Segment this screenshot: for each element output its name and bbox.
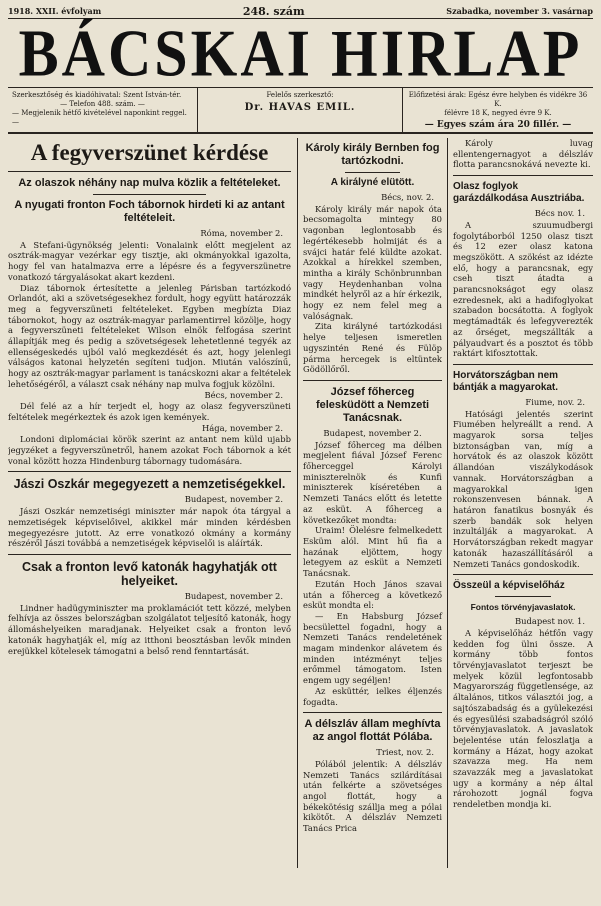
divider: [8, 171, 291, 172]
article-headline: Horvátországban nem bántják a magyarokat.: [453, 369, 559, 393]
subheadline: A királyné elütött.: [330, 177, 415, 188]
subheadline: A nyugati fronton Foch tábornok hirdeti ki az antant feltételeit.: [14, 199, 285, 224]
dateline: Budapest, november 2.: [184, 494, 283, 505]
subscription-rates: Előfizetési árak: Egész évre helyben és vidékre 36 K.: [408, 91, 588, 108]
volume-label: 1918. XXII. évfolyam: [8, 6, 102, 16]
article-paragraph: Uraim! Ölelésre felmelkedett Esküm alól. Mint hű fia a hazának eljöttem, hogy letegyem az esküt a Nemzeti Tanácsnak.: [303, 525, 442, 579]
article-paragraph: Diaz tábornok értesítette a jelenleg Párisban tartózkodó Orlandót, aki a szövetségesekhez fordult, hogy együtt határozzák meg a fegyverszüneti feltételeket. Egyben megbízta Diaz tábornokot, hogy az osztrák-magyar parlamentirrel közölje, hogy a fegyverszüneti feltételeket Wilson elnök felfogása szerint állapítják meg és pedig a szövetségesek lehetetlenné tegyék az ellenségeskedés ujból való megkezdését és azt, hogy jelenlegi válságos katonai helyzetén segíteni tudjon. Miután valószínű, hogy az osztrák-magyar parlament is tanácskozni akar a feltételek lehetőségéről, a választ csak néhány nap mulva fogjuk közölni.: [8, 282, 291, 389]
divider: [453, 175, 593, 176]
article-headline: Károly király Bernben fog tartózkodni.: [305, 142, 440, 167]
divider: [303, 380, 442, 381]
article-paragraph: Károly luvag ellentengernagyot a délszláv flotta parancsnokává nevezte ki.: [453, 138, 593, 170]
dateline: Bécs, nov. 2.: [381, 192, 434, 202]
article-paragraph: Zita királyné tartózkodási helye teljesen ismeretlen ugyszintén René és Fülöp párma hercegek is eltüntek Gödöllőről.: [303, 321, 442, 375]
column-1: [8, 138, 298, 868]
dateline: Bécs, november 2.: [204, 389, 283, 400]
dateline: Budapest, november 2.: [323, 427, 422, 438]
article-headline: Olasz foglyok garázdálkodása Ausztriába.: [453, 181, 585, 205]
subheadline: Fontos törvényjavaslatok.: [470, 602, 576, 613]
article-paragraph: Az esküttér, ielkes éljenzés fogadta.: [303, 685, 442, 707]
dateline: Hága, november 2.: [201, 422, 283, 433]
article-paragraph: Ezután Hoch János szavai után a főherceg a következő esküt mondta el:: [303, 578, 442, 611]
divider: [345, 172, 401, 173]
article-headline: Összeül a képviselőház: [453, 580, 565, 592]
article-paragraph: Londoni diplomáciai körök szerint az antant nem küld ujabb jegyzéket a fegyverszünetről, hanem azokat Foch tábornok a két vonal között hozza Hindenburg tábornagy tudomására.: [8, 434, 291, 466]
divider: [8, 554, 291, 555]
publication-schedule: — Megjelenik hétfő kivételével naponkint reggel. —: [12, 109, 187, 126]
divider: [453, 574, 593, 575]
main-headline: A fegyverszünet kérdése: [30, 140, 269, 165]
office-address: Szerkesztőség és kiadóhivatal: Szent István-tér.: [12, 91, 182, 99]
issue-number: 248. szám: [242, 4, 305, 18]
office-phone: — Telefon 488. szám. —: [60, 100, 145, 108]
divider: [93, 194, 206, 195]
article-paragraph: — En Habsburg József becsülettel fogadni, hogy a Nemzeti Tanács rendeletének magam mindenkor alávetem és minden intézményt teljes erőmmel támogatom. Isten engem ugy segéljen!: [303, 610, 442, 686]
office-info: [8, 88, 198, 132]
article-paragraph: A szuumudbergi fogolytáborból 1250 olasz tiszt és 12 ezer olasz katona megszökött. A szökést az idézte elő, hogy a parancsnak, egy cseh tiszt átadta a parancsnokságot egy olasz ezredesnek, aki a hadifoglyokat szabadon bocsátotta. A foglyok megtámadták és lefegyverezték az őrséget, megszállták a pályaudvart és a posztot és több raktárt kifosztottak.: [453, 219, 593, 359]
dateline: Fiume, nov. 2.: [525, 396, 585, 407]
subheadline: Az olaszok néhány nap mulva közlik a feltételeket.: [18, 177, 281, 189]
column-2: [298, 138, 448, 868]
article-paragraph: Lindner hadügyminiszter ma proklamációt tett közzé, melyben felhívja az összes belországban szolgálatot teljesítő katonák, hogy állomáshelyeiken maradjanak. Helyeiket csak a fronton levő katonák hagyhatják el, míg az itthoni beosztásban levők minden erejükkel kötelesek támogatni a belső rend fenntartását.: [8, 602, 291, 656]
dateline: Bécs nov. 1.: [534, 208, 585, 219]
issue-date: Szabadka, november 3. vasárnap: [446, 6, 593, 16]
article-paragraph: A képviselőház hétfőn vagy kedden fog ülni össze. A kormány több fontos törvényjavaslatot terjeszt be melyek közül legfontosabb Magyarország függetlensége, az általános, titkos választói jog, a sajtószabadság és a gyülekezési és egyesülési szabadságról szóló törvényjavaslatok. A javaslatok bejelentése után feloszlatja a kormány a Házat, hogy azokat szavazza meg. Ha nem szavazzák meg a javaslatokat ugy a kormány a nép által rárohozott jognál fogva rendeletben mondja ki.: [453, 627, 593, 810]
article-paragraph: Pólából jelentik: A délszláv Nemzeti Tanács szilárdításai után felkérte a szövetséges angol flottát, hogy a békekötésig szállja meg a pólai kikötőt. A délszláv Nemzeti Tanács Prica: [303, 758, 442, 834]
article-paragraph: Jászi Oszkár nemzetiségi miniszter már napok óta tárgyal a nemzetiségek képviselőivel, akikkel már minden kérdésben megegyezésre jutott. Az erre vonatkozó okmány a kormány részéről Jászi továbbá a nemzetiségek képviselői is aláírták.: [8, 506, 291, 549]
editor-label: Felelős szerkesztő:: [266, 91, 334, 99]
editor-name: Dr. HAVAS EMIL.: [244, 102, 356, 113]
divider: [495, 596, 551, 597]
single-copy-price: — Egyes szám ára 20 fillér. —: [424, 120, 572, 130]
subscription-rates-2: félévre 18 K, negyed évre 9 K.: [444, 109, 552, 117]
masthead-info-bar: [8, 87, 593, 134]
newspaper-title: BÁCSKAI HIRLAP: [18, 16, 583, 90]
divider: [303, 712, 442, 713]
article-headline: Csak a fronton levő katonák hagyhatják ott helyeiket.: [22, 559, 277, 588]
article-columns: [8, 138, 593, 868]
article-headline: József főherceg felesküdött a Nemzeti Tanácsnak.: [315, 385, 430, 424]
divider: [453, 364, 593, 365]
article-paragraph: A Stefani-ügynökség jelenti: Vonalaink előtt megjelent az osztrák-magyar vezérkar egy tisztje, aki okmányokkal igazolta, hogy fel van hatalmazva erre a lépésre és a fegyverszünetre vonatkozó tárgyalásokat akart kezdeni.: [8, 239, 291, 282]
article-paragraph: Dél felé az a hír terjedt el, hogy az olasz fegyverszüneti feltételek megérkeztek és azok igen kemények.: [8, 401, 291, 422]
dateline: Róma, november 2.: [200, 228, 283, 238]
dateline: Triest, nov. 2.: [376, 747, 434, 758]
divider: [8, 471, 291, 472]
column-3: [448, 138, 593, 868]
article-headline: Jászi Oszkár megegyezett a nemzetiségekkel.: [13, 477, 286, 492]
dateline: Budapest, november 2.: [184, 590, 283, 601]
article-paragraph: Károly király már napok óta becsomagolta mintegy 80 vagonban leglontosabb és legértékesebb holmiját és a svájci határ felé küldte azokat. Azokkal a hírekkel szemben, mintha a király Schönbrunnban vagy Heydenhanban volna mindkét helyről az a hír érkezik, hogy ez nem felel meg a valóságnak.: [303, 203, 442, 321]
article-headline: A délszláv állam meghívta az angol flottát Pólába.: [304, 718, 441, 744]
dateline: Budapest nov. 1.: [514, 616, 585, 627]
editor-info: [198, 88, 403, 132]
article-paragraph: József főherceg ma délben megjelent fiával József Ferenc főherceggel Károlyi miniszterelnök és Kunfi miniszterek kíséretében a Nemzeti Tanács előtt és letette az esküt. A főherceg a következőket mondta:: [303, 439, 442, 525]
subscription-info: [403, 88, 593, 132]
article-paragraph: Hatósági jelentés szerint Fiumében helyreállt a rend. A magyarok sorsa teljes biztonságban van, míg a horvátok és az olaszok között állandóan viszálykodások vannak. Horvátországban a magyarokkal igen rokonszenvesen bánnak. A határon fanatikus bosnyák és szerb bandák sok helyen inzultálják a magyarokat. A Horvátországban rekedt magyar katonák hazaszállításáról a Nemzeti Tanács gondoskodik.: [453, 408, 593, 569]
